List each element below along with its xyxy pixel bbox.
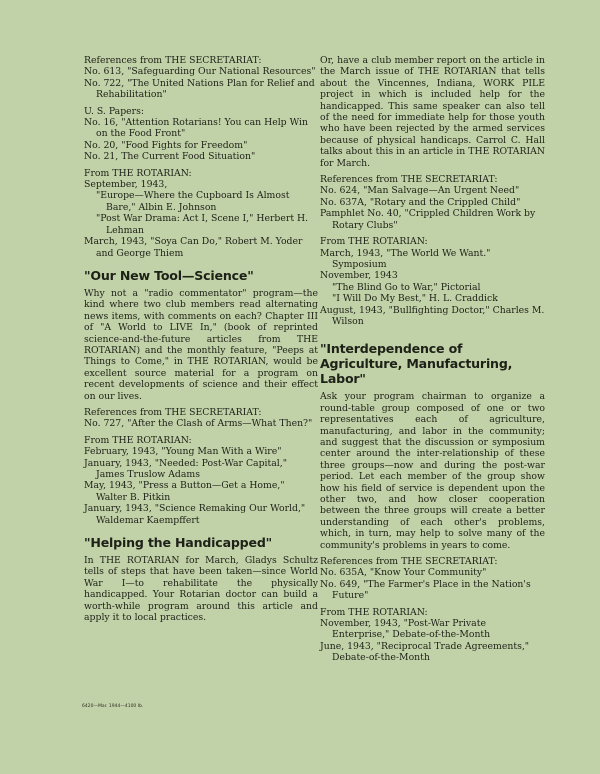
section-label: From THE ROTARIAN: — [320, 606, 428, 618]
section-label: References from THE SECRETARIAT: — [320, 174, 498, 186]
rotarian-references-3 — [320, 236, 545, 327]
reference-entry: No. 637A, "Rotary and the Crippled Child" — [320, 196, 521, 208]
reference-entry: November, 1943 — [320, 270, 398, 282]
reference-entry: No. 624, "Man Salvage—An Urgent Need" — [320, 185, 520, 197]
print-code-footer: 6420—Mar. 1944—4100 Ib. — [82, 704, 144, 709]
reference-entry: No. 727, "After the Clash of Arms—What Then?" — [84, 418, 313, 430]
reference-entry: Pamphlet No. 40, "Crippled Children Work by Rotary Clubs" — [320, 208, 536, 231]
section-heading-science: "Our New Tool—Science" — [84, 267, 254, 283]
secretariat-references-2 — [84, 407, 318, 430]
section-label: U. S. Papers: — [84, 105, 145, 117]
body-paragraph: Or, have a club member report on the article in the March issue of THE ROTARIAN that tells about the Vincennes, Indiana, WORK PILE project in which is included help for the handicapped. This same speaker can also tell of the need for immediate help for those youth who have been rejected by the armed services because of physical handicaps. Carrol C. Hall talks about this in an article in THE ROTARIAN for March. — [320, 55, 545, 169]
secretariat-references-1 — [84, 55, 318, 101]
reference-entry: No. 21, The Current Food Situation" — [84, 151, 256, 163]
reference-subentry: "The Blind Go to War," Pictorial — [332, 281, 481, 293]
section-label: From THE ROTARIAN: — [84, 167, 192, 179]
reference-entry: May, 1943, "Press a Button—Get a Home," Walter B. Pitkin — [84, 480, 285, 503]
reference-entry: March, 1943, "Soya Can Do," Robert M. Yoder and George Thiem — [84, 236, 303, 259]
reference-entry: No. 722, "The United Nations Plan for Relief and Rehabilitation" — [84, 77, 315, 101]
secretariat-references-3 — [320, 174, 545, 231]
reference-entry: No. 16, "Attention Rotarians! You can Help Win on the Food Front" — [84, 117, 308, 140]
reference-subentry: "Europe—Where the Cupboard Is Almost Bare," Albin E. Johnson — [96, 190, 290, 213]
right-column — [320, 55, 545, 669]
reference-subentry: "Post War Drama: Act I, Scene I," Herbert H. Lehman — [96, 213, 309, 236]
section-heading-agriculture: "Interdependence of Agriculture, Manufacturing, Labor" — [320, 341, 513, 387]
reference-entry: August, 1943, "Bullfighting Doctor," Charles M. Wilson — [320, 304, 545, 327]
reference-entry: February, 1943, "Young Man With a Wire" — [84, 446, 282, 458]
section-label: References from THE SECRETARIAT: — [84, 406, 262, 418]
reference-entry: No. 649, "The Farmer's Place in the Nation's Future" — [320, 578, 531, 602]
body-paragraph: Why not a "radio commentator" program—the kind where two club members read alternating news items, with comments on each? Chapter III of "A World to LIVE In," (book of reprinted science-and-the-future articles from THE ROTARIAN) and the monthly feature, "Peeps at Things to Come," in THE ROTARIAN, would be excellent source material for a program on recent developments of science and their effect on our lives. — [84, 287, 318, 402]
section-label: References from THE SECRETARIAT: — [320, 556, 498, 568]
secretariat-references-4 — [320, 556, 545, 602]
left-column — [84, 55, 318, 628]
us-papers — [84, 106, 318, 163]
rotarian-references-1 — [84, 168, 318, 259]
reference-entry: March, 1943, "The World We Want." Symposium — [320, 247, 491, 270]
section-heading-handicapped: "Helping the Handicapped" — [84, 535, 273, 551]
reference-entry: June, 1943, "Reciprocal Trade Agreements," Debate-of-the-Month — [320, 640, 530, 664]
body-paragraph: In THE ROTARIAN for March, Gladys Schultz tells of steps that have been taken—since World War I—to rehabilitate the physically handicapped. Your Rotarian doctor can build a worth-while program around this article and apply it to local practices. — [84, 555, 318, 624]
section-label: References from THE SECRETARIAT: — [84, 55, 262, 66]
reference-entry: No. 635A, "Know Your Community" — [320, 567, 487, 579]
reference-entry: September, 1943, — [84, 179, 168, 191]
rotarian-references-4 — [320, 607, 545, 664]
section-label: From THE ROTARIAN: — [320, 236, 428, 248]
reference-subentry: "I Will Do My Best," H. L. Craddick — [332, 293, 498, 305]
reference-entry: November, 1943, "Post-War Private Enterprise," Debate-of-the-Month — [320, 618, 491, 641]
reference-entry: January, 1943, "Science Remaking Our World," Waldemar Kaempffert — [84, 503, 306, 526]
reference-entry: No. 613, "Safeguarding Our National Resources" — [84, 66, 316, 78]
reference-entry: No. 20, "Food Fights for Freedom" — [84, 139, 248, 151]
rotarian-references-2 — [84, 435, 318, 526]
section-label: From THE ROTARIAN: — [84, 434, 192, 446]
reference-entry: January, 1943, "Needed: Post-War Capital," James Truslow Adams — [84, 457, 288, 480]
body-paragraph: Ask your program chairman to organize a round-table group composed of one or two representatives each of agriculture, manufacturing, and labor in the community; and suggest that the discussion or symposium center around the inter-relationship of these three groups—now and during the post-war period. Let each member of the group show how his field of service is dependent upon the other two, and how closer cooperation between the three groups will create a better understanding of each other's problems, which, in turn, may help to solve many of the community's problems in years to come. — [320, 391, 545, 551]
